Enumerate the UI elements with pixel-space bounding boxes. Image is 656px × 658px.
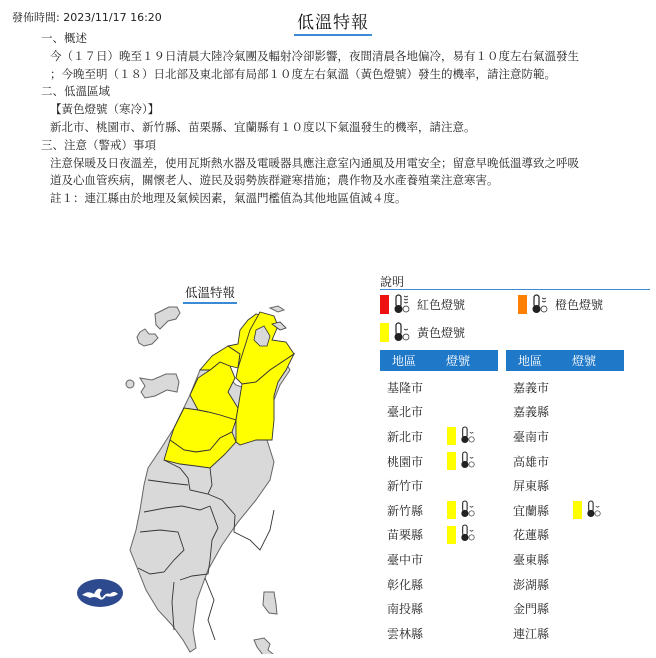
table-header-left <box>380 350 498 371</box>
header-region: 地區 <box>518 354 543 368</box>
legend-label-red: 紅色燈號 <box>417 297 466 312</box>
island-lesser-kinmen <box>126 380 134 388</box>
region-name: 新竹市 <box>387 479 424 494</box>
legend-heading: 說明 <box>380 275 405 289</box>
thermometer-icon <box>460 499 476 522</box>
table-row <box>380 473 498 498</box>
table-row <box>506 375 624 400</box>
orange-swatch <box>518 295 527 314</box>
region-list-right <box>506 375 624 646</box>
yellow-swatch <box>380 323 389 342</box>
body-line: 新北市、桃園市、新竹縣、苗栗縣、宜蘭縣有１０度以下氣溫發生的機率，請注意。 <box>50 119 476 134</box>
region-name: 基隆市 <box>387 380 424 395</box>
island-pengjia <box>270 306 284 312</box>
region-name: 花蓮縣 <box>513 528 550 543</box>
yellow-swatch <box>447 501 456 519</box>
body-line: 二、低溫區域 <box>41 84 110 99</box>
table-row <box>506 473 624 498</box>
table-row <box>506 621 624 646</box>
region-name: 連江縣 <box>513 626 550 641</box>
table-row <box>380 596 498 621</box>
thermometer-icon <box>586 499 602 522</box>
table-row <box>380 424 498 449</box>
region-name: 苗栗縣 <box>387 528 424 543</box>
region-name: 新北市 <box>387 429 424 444</box>
thermometer-icon <box>460 425 476 448</box>
island-matsu-south <box>137 329 158 346</box>
page-title: 低溫特報 <box>294 8 372 36</box>
highlighted-counties <box>164 312 294 468</box>
header-signal: 燈號 <box>446 354 471 368</box>
region-name: 澎湖縣 <box>513 577 550 592</box>
body-line: 一、概述 <box>41 31 87 45</box>
table-row <box>506 572 624 597</box>
map-title: 低溫特報 <box>183 283 237 304</box>
region-name: 桃園市 <box>387 454 424 469</box>
region-name: 金門縣 <box>513 602 550 617</box>
region-name: 嘉義市 <box>513 380 550 395</box>
issue-time: 發佈時間: 2023/11/17 16:20 <box>12 11 162 24</box>
region-name: 臺北市 <box>387 405 424 420</box>
body-line: 三、注意（警戒）事項 <box>41 137 156 152</box>
region-name: 臺中市 <box>387 552 424 567</box>
table-row <box>506 498 624 523</box>
region-name: 嘉義縣 <box>513 405 550 420</box>
region-list-left <box>380 375 498 646</box>
table-row <box>380 547 498 572</box>
yellow-swatch <box>447 526 456 544</box>
body-line: ；今晚至明（１８）日北部及東北部有局部１０度左右氣溫（黃色燈號）發生的機率，請注意防範。 <box>50 66 556 81</box>
red-swatch <box>380 295 389 314</box>
table-row <box>506 424 624 449</box>
table-row <box>506 596 624 621</box>
yellow-swatch <box>447 427 456 445</box>
table-row <box>380 572 498 597</box>
legend-item-red <box>380 294 465 314</box>
table-row <box>506 523 624 548</box>
table-row <box>506 547 624 572</box>
advisory-body <box>41 30 641 208</box>
region-name: 彰化縣 <box>387 577 424 592</box>
table-row <box>380 449 498 474</box>
cwa-logo-icon <box>76 578 124 608</box>
table-row <box>380 621 498 646</box>
region-name: 新竹縣 <box>387 503 424 518</box>
legend-label-yellow: 黃色燈號 <box>417 325 466 340</box>
yellow-swatch <box>573 501 582 519</box>
region-name: 南投縣 <box>387 602 424 617</box>
table-row <box>380 375 498 400</box>
table-row <box>380 400 498 425</box>
region-name: 屏東縣 <box>513 479 550 494</box>
island-matsu-north <box>155 307 180 329</box>
thermometer-icon <box>393 294 411 314</box>
table-row <box>380 498 498 523</box>
yellow-swatch <box>447 452 456 470</box>
island-orchid <box>254 638 273 654</box>
body-line: 道及心血管疾病，關懷老人、遊民及弱勢族群避寒措施；農作物及水產養殖業注意寒害。 <box>50 173 499 188</box>
region-name: 高雄市 <box>513 454 550 469</box>
thermometer-icon <box>393 322 411 342</box>
region-name: 臺東縣 <box>513 552 550 567</box>
body-line: 注意保暖及日夜溫差，使用瓦斯熱水器及電暖器具應注意室內通風及用電安全；留意早晚低溫導致之呼吸 <box>50 155 579 170</box>
legend-divider <box>380 289 650 290</box>
island-kinmen <box>140 374 179 398</box>
legend-item-orange <box>518 294 603 314</box>
thermometer-icon <box>531 294 549 314</box>
body-line: 註１：連江縣由於地理及氣候因素，氣溫門檻值為其他地區值減４度。 <box>50 191 407 206</box>
yellow-signal <box>573 499 602 522</box>
body-line: 今（１７日）晚至１９日清晨大陸冷氣團及輻射冷卻影響，夜間清晨各地偏冷，易有１０度左右氣溫發生 <box>50 48 579 63</box>
table-row <box>506 449 624 474</box>
table-row <box>380 523 498 548</box>
thermometer-icon <box>460 523 476 546</box>
yellow-signal <box>447 523 476 546</box>
header-region: 地區 <box>392 354 417 368</box>
yellow-signal <box>447 425 476 448</box>
region-name: 宜蘭縣 <box>513 503 550 518</box>
yellow-signal <box>447 499 476 522</box>
region-name: 雲林縣 <box>387 626 424 641</box>
table-header-right <box>506 350 624 371</box>
body-line: 【黃色燈號（寒冷）】 <box>50 102 160 117</box>
region-name: 臺南市 <box>513 429 550 444</box>
thermometer-icon <box>460 450 476 473</box>
taiwan-map <box>60 300 330 654</box>
table-row <box>506 400 624 425</box>
header-signal: 燈號 <box>572 354 597 368</box>
legend-label-orange: 橙色燈號 <box>555 297 604 312</box>
yellow-signal <box>447 450 476 473</box>
legend-item-yellow <box>380 322 465 342</box>
island-green <box>263 592 277 614</box>
